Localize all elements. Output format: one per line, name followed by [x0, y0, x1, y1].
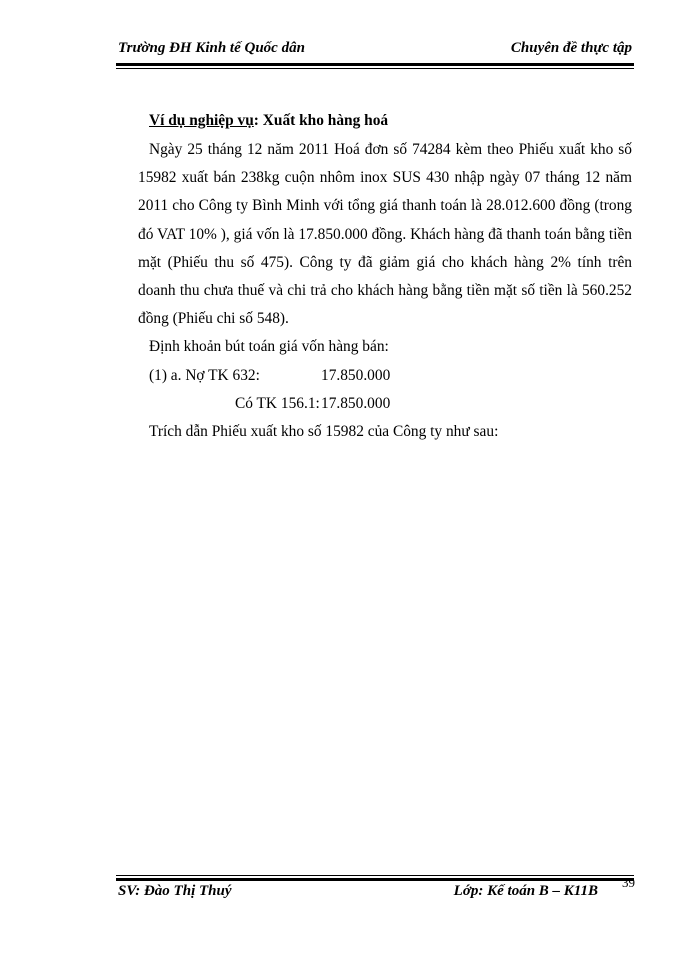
document-body — [138, 112, 632, 446]
section-title — [149, 112, 632, 130]
entry-heading: Định khoản bút toán giá vốn hàng bán: — [149, 338, 389, 356]
page-header-right: Chuyên đề thực tập — [510, 40, 632, 56]
closing-line: Trích dẫn Phiếu xuất kho số 15982 của Công ty như sau: — [149, 422, 499, 440]
page-number: 39 — [622, 875, 635, 890]
footer-rule-thin — [116, 875, 634, 876]
debit-label: (1) a. Nợ TK 632: — [149, 366, 260, 384]
page-header-left: Trường ĐH Kinh tế Quốc dân — [118, 40, 305, 56]
credit-entry — [149, 390, 632, 418]
footer-rule-thick — [116, 878, 634, 881]
debit-amount: 17.850.000 — [321, 366, 391, 384]
section-title-underlined: Ví dụ nghiệp vụ — [149, 112, 254, 129]
transaction-paragraph: Ngày 25 tháng 12 năm 2011 Hoá đơn số 74284 kèm theo Phiếu xuất kho số 15982 xuất bán 238kg cuộn nhôm inox SUS 430 nhập ngày 07 tháng 12 năm 2011 cho Công ty Bình Minh với tổng giá thanh toán là 28.012.600 đồng (trong đó VAT 10% ), giá vốn là 17.850.000 đồng. Khách hàng đã thanh toán bằng tiền mặt (Phiếu thu số 475). Công ty đã giảm giá cho khách hàng 2% tính trên doanh thu chưa thuế và chi trả cho khách hàng bằng tiền mặt số tiền là 560.252 đồng (Phiếu chi số 548). — [138, 141, 632, 328]
debit-entry — [149, 362, 632, 390]
header-rule-thin — [116, 68, 634, 69]
header-rule-thick — [116, 63, 634, 66]
credit-amount: 17.850.000 — [321, 394, 391, 412]
page-footer-right: Lớp: Kế toán B – K11B — [453, 883, 598, 899]
credit-label: Có TK 156.1: — [235, 394, 320, 412]
page-footer-left: SV: Đào Thị Thuý — [118, 883, 232, 899]
section-title-rest: : Xuất kho hàng hoá — [253, 112, 389, 129]
